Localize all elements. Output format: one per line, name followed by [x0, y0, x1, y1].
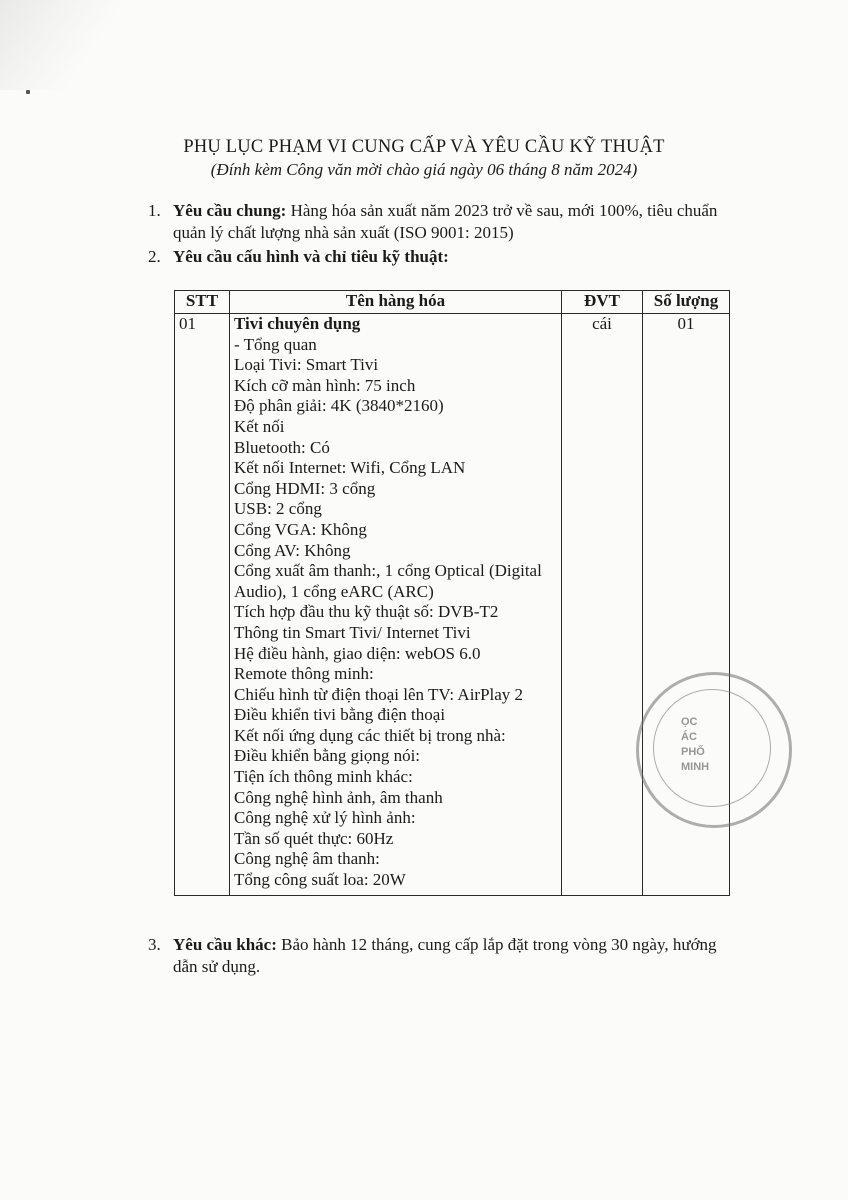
- scan-shadow: [0, 0, 120, 90]
- spec-line: Cổng HDMI: 3 cổng: [234, 478, 376, 498]
- spec-line: Chiếu hình từ điện thoại lên TV: AirPlay 2: [234, 684, 524, 704]
- spec-line: Hệ điều hành, giao diện: webOS 6.0: [234, 643, 481, 663]
- spec-line: Cổng VGA: Không: [234, 519, 367, 539]
- section-text-line1: Hàng hóa sản xuất năm 2023 trở về sau, mới 100%, tiêu chuẩn: [286, 201, 718, 220]
- spec-line: Remote thông minh:: [234, 664, 374, 684]
- spec-line: Cổng AV: Không: [234, 540, 351, 560]
- section-number: 1.: [148, 201, 161, 220]
- spec-line: Kích cỡ màn hình: 75 inch: [234, 375, 416, 395]
- section-body: [173, 200, 793, 244]
- spec-line: Thông tin Smart Tivi/ Internet Tivi: [234, 622, 471, 642]
- spec-list: [234, 335, 557, 891]
- spec-line: Điều khiển tivi bằng điện thoại: [234, 705, 446, 725]
- cell-unit: cái: [562, 314, 643, 896]
- table-row: [175, 314, 730, 896]
- table-header-row: [175, 291, 730, 314]
- spec-line: Tổng công suất loa: 20W: [234, 870, 406, 890]
- spec-line: Bluetooth: Có: [234, 437, 330, 457]
- section-text-line2: dẫn sử dụng.: [173, 957, 261, 976]
- spec-line: Tích hợp đầu thu kỹ thuật số: DVB-T2: [234, 602, 499, 622]
- cell-item: [230, 314, 562, 896]
- ink-dot: [26, 90, 30, 94]
- spec-line: Công nghệ âm thanh:: [234, 849, 380, 869]
- spec-table: [174, 290, 730, 896]
- header-stt: STT: [175, 291, 230, 314]
- spec-line: Kết nối: [234, 416, 285, 436]
- section-text-line1: Bảo hành 12 tháng, cung cấp lắp đặt trong vòng 30 ngày, hướng: [276, 935, 717, 954]
- spec-line: Loại Tivi: Smart Tivi: [234, 355, 379, 375]
- official-seal: [636, 672, 792, 828]
- spec-line: Audio), 1 cổng eARC (ARC): [234, 581, 434, 601]
- section-body: [173, 246, 793, 268]
- cell-quantity: 01: [643, 314, 730, 896]
- header-item-name: Tên hàng hóa: [230, 291, 562, 314]
- spec-line: USB: 2 cổng: [234, 499, 322, 519]
- cell-stt: 01: [175, 314, 230, 896]
- spec-line: Tiện ích thông minh khác:: [234, 767, 413, 787]
- document-subtitle: (Đính kèm Công văn mời chào giá ngày 06 tháng 8 năm 2024): [210, 160, 638, 179]
- seal-text: ỌC ÁC PHỐ MINH: [681, 716, 710, 773]
- section-number: 3.: [148, 935, 161, 954]
- spec-line: Cổng xuất âm thanh:, 1 cổng Optical (Digital: [234, 561, 542, 581]
- section-heading: Yêu cầu khác:: [173, 935, 277, 954]
- spec-line: Điều khiển bằng giọng nói:: [234, 746, 421, 766]
- document-title: PHỤ LỤC PHẠM VI CUNG CẤP VÀ YÊU CẦU KỸ THUẬT: [183, 137, 665, 157]
- section-number: 2.: [148, 247, 161, 266]
- header-unit: ĐVT: [562, 291, 643, 314]
- spec-line: Kết nối Internet: Wifi, Cổng LAN: [234, 458, 466, 478]
- item-name: Tivi chuyên dụng: [234, 314, 361, 333]
- spec-line: Kết nối ứng dụng các thiết bị trong nhà:: [234, 725, 506, 745]
- spec-line: Tần số quét thực: 60Hz: [234, 828, 394, 848]
- section-body: [173, 934, 793, 978]
- seal-inner-ring: [653, 689, 771, 807]
- section-heading: Yêu cầu cấu hình và chỉ tiêu kỹ thuật:: [173, 247, 449, 266]
- header-quantity: Số lượng: [643, 291, 730, 314]
- spec-line: Độ phân giải: 4K (3840*2160): [234, 396, 444, 416]
- spec-line: Công nghệ xử lý hình ảnh:: [234, 808, 416, 828]
- section-text-line2: quản lý chất lượng nhà sản xuất (ISO 9001: 2015): [173, 223, 514, 242]
- section-heading: Yêu cầu chung:: [173, 201, 287, 220]
- spec-line: - Tổng quan: [234, 334, 317, 354]
- spec-line: Công nghệ hình ảnh, âm thanh: [234, 787, 443, 807]
